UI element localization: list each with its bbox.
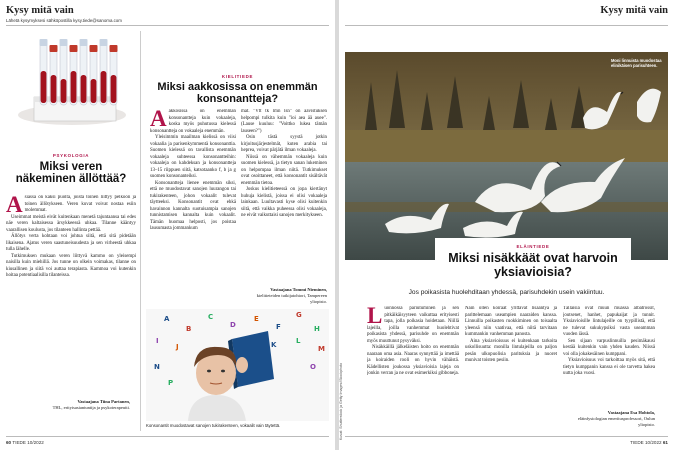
tube-cap: [60, 39, 68, 46]
svg-text:M: M: [318, 345, 325, 353]
svg-text:B: B: [186, 325, 192, 333]
svg-text:F: F: [276, 323, 281, 331]
article-lead: Jos poikasista huolehditaan yhdessä, parisuhdekin usein vakiintuu.: [408, 289, 605, 296]
paragraph: Sen sijaan varpuslinnuilla pesimäkausi kestää kuitenkin vain yhden kauden. Niissä voi olla jokakesäinen kumppani.: [563, 338, 655, 357]
author-signature: [241, 287, 327, 305]
tube-cap: [70, 45, 78, 52]
svg-text:H: H: [314, 325, 320, 333]
tube-cap: [80, 39, 88, 46]
article-body-col-b: [465, 306, 557, 434]
article-body-col-c: [563, 306, 655, 406]
page-folio: [630, 440, 668, 445]
svg-text:O: O: [310, 363, 316, 371]
tube-cap: [40, 39, 48, 46]
author-role: kielitieteiden tutkijatohtori, Tampereen yliopisto.: [256, 292, 327, 304]
blood-sample: [101, 71, 107, 103]
blood-sample: [71, 71, 77, 103]
submission-email: Lähetä kysymyksesi sähköpostilla kysy.tiede@sanoma.com: [6, 18, 122, 23]
image-caption: Konsonantit muodostavat sanojen tukirakenteen, vokaalit vain täytettä.: [146, 423, 281, 428]
svg-text:J: J: [176, 343, 179, 351]
paragraph: Nisäkkäillä jälkeläisten hoito on enemmän naaraan oma asia. Naaras synnyttää ja imettää ja koiraiden rooli on hyvin vähäistä. Kädellisten joukossa yksiavioisia lajeja on jonkin verran ja ne ovat esimerkiksi gibboneja.: [367, 345, 459, 377]
dropcap: A: [150, 109, 167, 131]
tube-cap: [100, 39, 108, 46]
paragraph: Joskus kielitieteessä on jopa kiertänyt huhuja kielistä, joissa ei olisi vokaaleja lainkaan. Luultavasti kyse olisi kuitenkin siitä, että vaikka puheessa olisi vokaaleja, ne eivät vaikuttaisi sanojen merkitykseen.: [241, 187, 327, 219]
page-number: 61: [662, 440, 668, 445]
tube-cap: [110, 45, 118, 52]
article-body: [6, 195, 136, 395]
author-name: Vastaajana Tiina Partanen,: [77, 399, 130, 404]
paragraph: Yleisimmin maailman kielissä on viisi vokaalia ja parisenkymmentä konsonanttia. Suomen kielessä on tavallista enemmän vokaaleja suhteessa konsonantteihin: vokaaleja on kahdeksan ja konsonantteja 13–15 riippuen siitä, katsotaanko f, b ja g suomen konsonanteiksi.: [150, 135, 236, 180]
svg-text:L: L: [296, 337, 301, 345]
blood-sample: [41, 71, 47, 103]
article-consonants: [146, 31, 329, 431]
svg-text:P: P: [168, 379, 174, 387]
issue-label: TIEDE 10/2022: [630, 440, 662, 445]
blood-sample: [91, 79, 97, 103]
paragraph: Konsonantteja lienee enemmän siksi, että ne muodostavat sanojen luurangon tai tukirakenteen, johon vokaalit tulevat täytteeksi. Konsonantit ovat ehkä havainnon kannalta suotuisampia sanojen tunnistamisen kannalta kuin vokaalit. Tämän huomaa helposti, jos poistaa lausumasta jommankum: [150, 180, 236, 232]
svg-text:G: G: [296, 311, 302, 319]
paragraph: Useimmat meistä eivät kuitenkaan menetä tajuntaansa tai edes näe veren kaltaisessa ärsykkeessä uhkaa. Tilanne kääntyy vaarallisen koulusta, jos tilanteen hallinta pettää.: [6, 214, 136, 233]
paragraph: uonnossa pariutuminen ja sen pitkäikäisyyteen vaikuttaa erityisesti tapa, jolla poikasia hoidetaan. Niillä lajeilla, joilla vanhemmat huolehtivat poikasista yhdessä, parisuhde on enemmän myös muuttunut pysyväksi.: [367, 306, 459, 344]
paragraph: Tutkimuksen mukaan veren liittyvä kammo on yleisempi naisilla kuin miehillä. Jos tunne on olkein voimakas, tilanne on kiusallinen ja siitä voi auttaa terapiasta. Kammoa voi kutenkin hoitaa potentiaalisilla tilanteissa.: [6, 253, 136, 279]
article-title: Miksi aakkosissa on enemmän konsonantteja?: [157, 81, 318, 105]
article-body-col-b: [241, 109, 327, 285]
page-number: 60: [6, 440, 12, 445]
blood-sample: [51, 75, 57, 103]
svg-text:E: E: [254, 315, 259, 323]
issue-label: TIEDE 10/2022: [12, 440, 44, 445]
svg-text:D: D: [230, 321, 236, 329]
paragraph: Ällötys verta kohtaan voi johtua siitä, että sitä pidetään likaisena. Ajatus veren saastuneisuudesta ja sen virheestä uhkaa tulla lähelle.: [6, 234, 136, 253]
dropcap: L: [367, 306, 383, 328]
author-role: eläinfysiologian emeritusprofessori, Oulun yliopisto.: [577, 415, 655, 427]
section-header: Kysy mitä vain: [6, 5, 74, 16]
paragraph: Niissä on vähemmän vokaaleja kuin suomen kielessä, ja tietyn sanan lukeminen on helpompaa ilman niitä. Tutkimukset ovat osoittaneet, että konsonantit sisältävät enemmän tietoa.: [241, 154, 327, 186]
left-page: [0, 0, 335, 450]
test-tubes-image: [6, 31, 136, 149]
section-header: Kysy mitä vain: [600, 5, 668, 16]
footer-rule: [345, 436, 668, 437]
author-name: Vastaajana Tommi Nieminen,: [270, 287, 327, 292]
blood-sample: [81, 75, 87, 103]
author-signature: [563, 410, 655, 428]
svg-text:A: A: [164, 315, 170, 323]
column-divider: [140, 31, 141, 431]
footer-rule: [6, 436, 329, 437]
svg-text:I: I: [156, 337, 159, 345]
page-folio: [6, 440, 44, 445]
article-blood: [6, 31, 136, 431]
dropcap: A: [6, 195, 23, 217]
article-title: Miksi nisäkkäät ovat harvoin yksiavioisia?: [448, 251, 618, 279]
svg-text:N: N: [154, 363, 160, 371]
blood-sample: [111, 75, 117, 103]
paragraph: Osin tästä syystä jotkin kirjoitusjärjestelmät, kuten arabia tai heprea, voivat pärjätä ilman vokaaleja.: [241, 135, 327, 154]
paragraph: akkosissa on enemmän konsonantteja kuin vokaaleja, koska myös puhutussa kielessä konsonantteja on vokaaleja enemmän.: [150, 109, 236, 134]
swans-photo: [345, 52, 668, 260]
blood-sample: [61, 79, 67, 103]
kicker: PSYKOLOGIA: [52, 153, 90, 158]
author-role: THL, erityisasiantuntija ja psykoterapeutti.: [52, 404, 130, 410]
svg-text:C: C: [208, 313, 214, 321]
svg-text:K: K: [271, 341, 277, 349]
header-rule: [6, 25, 329, 26]
kicker: KIELITIEDE: [221, 74, 254, 79]
paragraph: Yksiavioisuus voi tarkoittaa myös sitä, että tietyn kumppanin kanssa ei ole tarvetta hakea uutta joka vuosi.: [563, 358, 655, 377]
author-signature: [10, 399, 130, 411]
paragraph: siassa on kaksi puolta, joista toinen liittyy pelkoon ja toinen ällötykseen. Veren kuvat voivat nostaa esiin molemmat.: [24, 195, 136, 214]
right-page: [339, 0, 674, 450]
kicker: ELÄINTIEDE: [516, 244, 550, 249]
photo-credit: Kuvat: Shutterstock ja Getty Images/iStockphoto: [339, 362, 343, 440]
article-title: Miksi veren näkeminen ällöttää?: [15, 161, 127, 186]
author-name: Vastaajana Esa Hohtola,: [607, 410, 655, 415]
article-body-col-a: [150, 109, 236, 305]
paragraph: Näin ollen koiraat yrittävät lisääntyä ja parittelemaan useampien naaraiden kanssa. Linnuilla poikasten ruokkiminen on toisaalta yleensä niin vaativaa, että niitä tarvitaan kummankin vanhemman panosta.: [465, 306, 557, 338]
paragraph: Aina yksiavioisuus ei kuitenkaan tarkoita uskollisuutta: monilla lintulajeilla on paljon pesän ulkopuolisia parituksia ja nuoret munivat toisten pesiin.: [465, 338, 557, 364]
tube-cap: [90, 45, 98, 52]
article-body-col-a: [367, 306, 459, 434]
header-rule: [345, 25, 668, 26]
paragraph: mat. "Vtt tk lmn lsn" on aavistuksen helpompi tulkita kuin "ioi aea ää auee". (Lause kuuluu: "Voittko lukea tämän lauseen?"): [241, 109, 327, 134]
paragraph: Tällaisia ovat muun muassa albatrossit, joutsenet, hanhet, papukaijat ja tunnit. Yksiavioisille lintulajeille on tyypillistä, että ne tulevat sukukypsiksi vasta useamman vuoden iässä.: [563, 306, 655, 338]
photo-caption: Moni linnuista muodostaa elinikäisen parisuhteen.: [611, 58, 662, 68]
tube-cap: [50, 45, 58, 52]
title-box: [435, 238, 631, 290]
boy-with-letters-image: [146, 309, 329, 421]
